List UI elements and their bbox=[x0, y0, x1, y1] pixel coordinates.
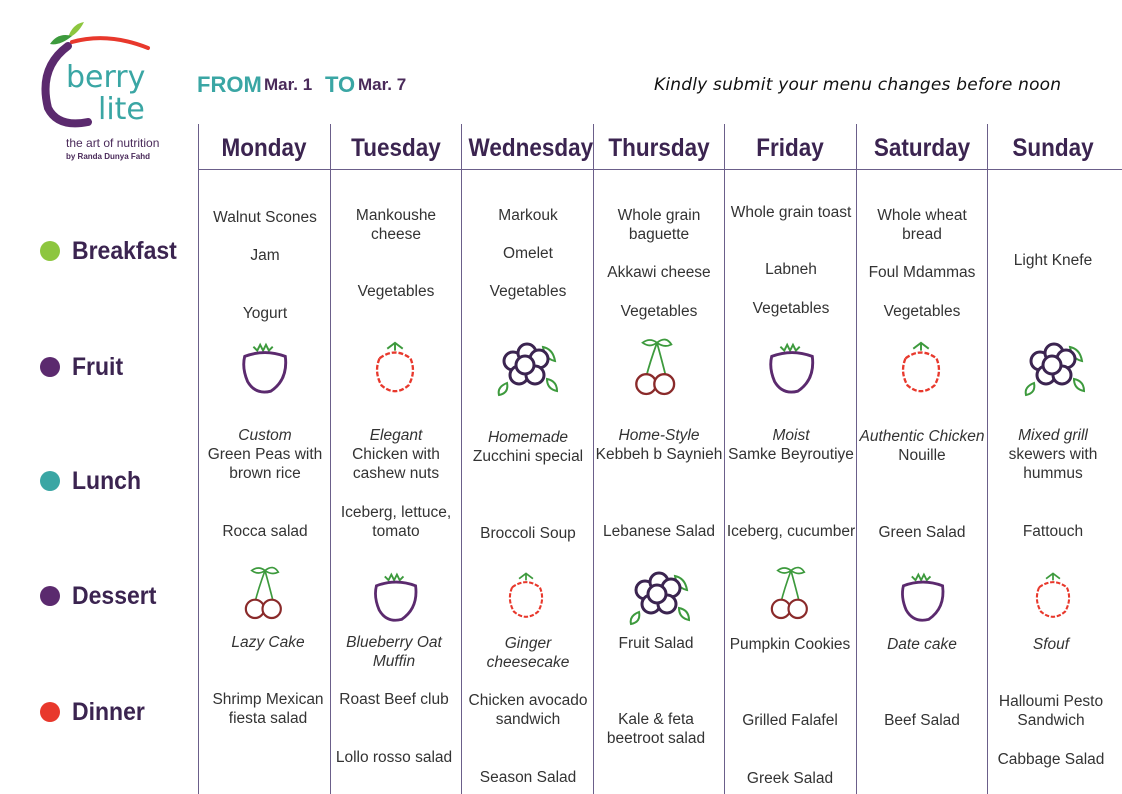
lunch-cell bbox=[462, 428, 594, 466]
to-label: TO bbox=[325, 72, 356, 97]
breakfast-item: Vegetables bbox=[357, 283, 435, 300]
breakfast-item: Foul Mdammas bbox=[868, 264, 976, 281]
breakfast-item: Akkawi cheese bbox=[607, 264, 711, 281]
day-header-tuesday: Tuesday bbox=[351, 134, 441, 162]
row-label-text: Breakfast bbox=[72, 236, 177, 265]
submission-note: Kindly submit your menu changes before noon bbox=[654, 75, 1062, 95]
plum-icon bbox=[236, 338, 294, 398]
breakfast-item: Whole grain baguette bbox=[617, 207, 701, 243]
lunch-side: Green Salad bbox=[878, 524, 966, 541]
from-date: Mar. 1 bbox=[264, 75, 313, 94]
dessert-item: Ginger cheesecake bbox=[486, 635, 570, 671]
dinner-item: Season Salad bbox=[479, 769, 577, 786]
dinner-item: Roast Beef club bbox=[339, 691, 449, 708]
day-header-wednesday: Wednesday bbox=[468, 134, 594, 162]
breakfast-item: Labneh bbox=[765, 261, 817, 278]
dinner-item: Lollo rosso salad bbox=[335, 749, 453, 766]
dinner-item: Greek Salad bbox=[746, 770, 834, 787]
lunch-style: Authentic Chicken bbox=[859, 428, 985, 445]
row-label-text: Dessert bbox=[72, 581, 157, 610]
dessert-item: Lazy Cake bbox=[231, 634, 305, 651]
day-header-sunday: Sunday bbox=[1012, 134, 1094, 162]
breakfast-item: Vegetables bbox=[883, 303, 961, 320]
dinner-item: Grilled Falafel bbox=[742, 712, 838, 729]
dessert-item: Pumpkin Cookies bbox=[729, 636, 851, 653]
lunch-style: Moist bbox=[772, 427, 810, 444]
lunch-side: Rocca salad bbox=[222, 523, 308, 540]
breakfast-item: Vegetables bbox=[620, 303, 698, 320]
dessert-item: Date cake bbox=[887, 636, 957, 653]
from-label: FROM bbox=[197, 72, 262, 97]
breakfast-item: Whole grain toast bbox=[730, 204, 852, 221]
row-label-text: Fruit bbox=[72, 352, 124, 381]
dinner-item: Kale & feta beetroot salad bbox=[606, 711, 706, 747]
cherry-icon bbox=[240, 560, 290, 626]
row-label-text: Lunch bbox=[72, 466, 141, 495]
lunch-side: Lebanese Salad bbox=[602, 523, 716, 540]
plum-icon bbox=[895, 568, 951, 626]
lunch-dish: skewers with hummus bbox=[1008, 446, 1098, 482]
logo-tagline: the art of nutrition bbox=[66, 136, 160, 150]
lunch-dish: Chicken with cashew nuts bbox=[352, 446, 440, 482]
raspberry-icon bbox=[892, 338, 950, 398]
blueberry-icon bbox=[1022, 334, 1086, 400]
row-label-dessert bbox=[40, 581, 164, 611]
breakfast-item: Walnut Scones bbox=[213, 209, 317, 226]
dinner-item: Shrimp Mexican fiesta salad bbox=[212, 691, 324, 727]
logo bbox=[28, 18, 188, 168]
lunch-cell bbox=[725, 426, 857, 464]
breakfast-item: Vegetables bbox=[752, 300, 830, 317]
lunch-dish: Kebbeh b Saynieh bbox=[595, 446, 723, 463]
lunch-cell bbox=[987, 426, 1119, 483]
to-date: Mar. 7 bbox=[358, 75, 407, 94]
row-color-dot bbox=[40, 241, 60, 261]
plum-icon bbox=[763, 338, 821, 398]
lunch-style: Elegant bbox=[369, 427, 423, 444]
day-header-thursday: Thursday bbox=[608, 134, 710, 162]
lunch-cell bbox=[856, 427, 988, 465]
row-label-lunch bbox=[40, 466, 147, 496]
lunch-side: Iceberg, lettuce, tomato bbox=[340, 504, 452, 540]
cherry-icon bbox=[630, 332, 684, 402]
lunch-dish: Nouille bbox=[898, 447, 946, 464]
lunch-style: Homemade bbox=[487, 429, 569, 446]
row-color-dot bbox=[40, 471, 60, 491]
breakfast-item: Mankoushe cheese bbox=[355, 207, 437, 243]
dessert-item: Blueberry Oat Muffin bbox=[346, 634, 442, 670]
breakfast-item: Yogurt bbox=[242, 305, 288, 322]
dinner-item: Beef Salad bbox=[884, 712, 960, 729]
breakfast-item: Light Knefe bbox=[1013, 252, 1093, 269]
breakfast-item: Vegetables bbox=[489, 283, 567, 300]
plum-icon bbox=[368, 568, 424, 626]
lunch-style: Custom bbox=[238, 427, 292, 444]
raspberry-icon bbox=[366, 338, 424, 398]
lunch-dish: Green Peas with brown rice bbox=[207, 446, 323, 482]
blueberry-icon bbox=[627, 564, 691, 628]
row-color-dot bbox=[40, 586, 60, 606]
row-color-dot bbox=[40, 357, 60, 377]
lunch-dish: Samke Beyroutiye bbox=[728, 446, 854, 463]
logo-wordmark-bottom: lite bbox=[98, 92, 145, 127]
raspberry-icon bbox=[1027, 568, 1079, 624]
day-header-monday: Monday bbox=[221, 134, 307, 162]
lunch-style: Mixed grill bbox=[1018, 427, 1088, 444]
lunch-style: Home-Style bbox=[618, 427, 700, 444]
header-divider bbox=[198, 169, 1122, 170]
lunch-side: Iceberg, cucumber bbox=[726, 523, 856, 540]
logo-author: by Randa Dunya Fahd bbox=[66, 152, 151, 161]
breakfast-item: Whole wheat bread bbox=[877, 207, 967, 243]
row-label-fruit bbox=[40, 352, 128, 382]
breakfast-item: Omelet bbox=[503, 245, 553, 262]
row-label-breakfast bbox=[40, 236, 186, 266]
day-header-friday: Friday bbox=[756, 134, 824, 162]
blueberry-icon bbox=[495, 334, 559, 400]
day-header-saturday: Saturday bbox=[873, 134, 971, 162]
dinner-item: Halloumi Pesto Sandwich bbox=[998, 693, 1104, 729]
cherry-icon bbox=[766, 560, 816, 626]
lunch-cell bbox=[199, 426, 331, 483]
dinner-item: Cabbage Salad bbox=[997, 751, 1105, 768]
lunch-cell bbox=[330, 426, 462, 483]
raspberry-icon bbox=[500, 568, 552, 624]
lunch-cell bbox=[593, 426, 725, 464]
dinner-item: Chicken avocado sandwich bbox=[468, 692, 588, 728]
breakfast-item: Markouk bbox=[498, 207, 558, 224]
lunch-side: Broccoli Soup bbox=[480, 525, 576, 542]
row-label-text: Dinner bbox=[72, 697, 145, 726]
logo-wordmark-top: berry bbox=[66, 60, 146, 95]
dessert-item: Fruit Salad bbox=[618, 635, 694, 652]
lunch-side: Fattouch bbox=[1022, 523, 1084, 540]
dessert-item: Sfouf bbox=[1032, 636, 1070, 653]
breakfast-item: Jam bbox=[250, 247, 280, 264]
row-label-dinner bbox=[40, 697, 151, 727]
lunch-dish: Zucchini special bbox=[472, 448, 584, 465]
row-color-dot bbox=[40, 702, 60, 722]
